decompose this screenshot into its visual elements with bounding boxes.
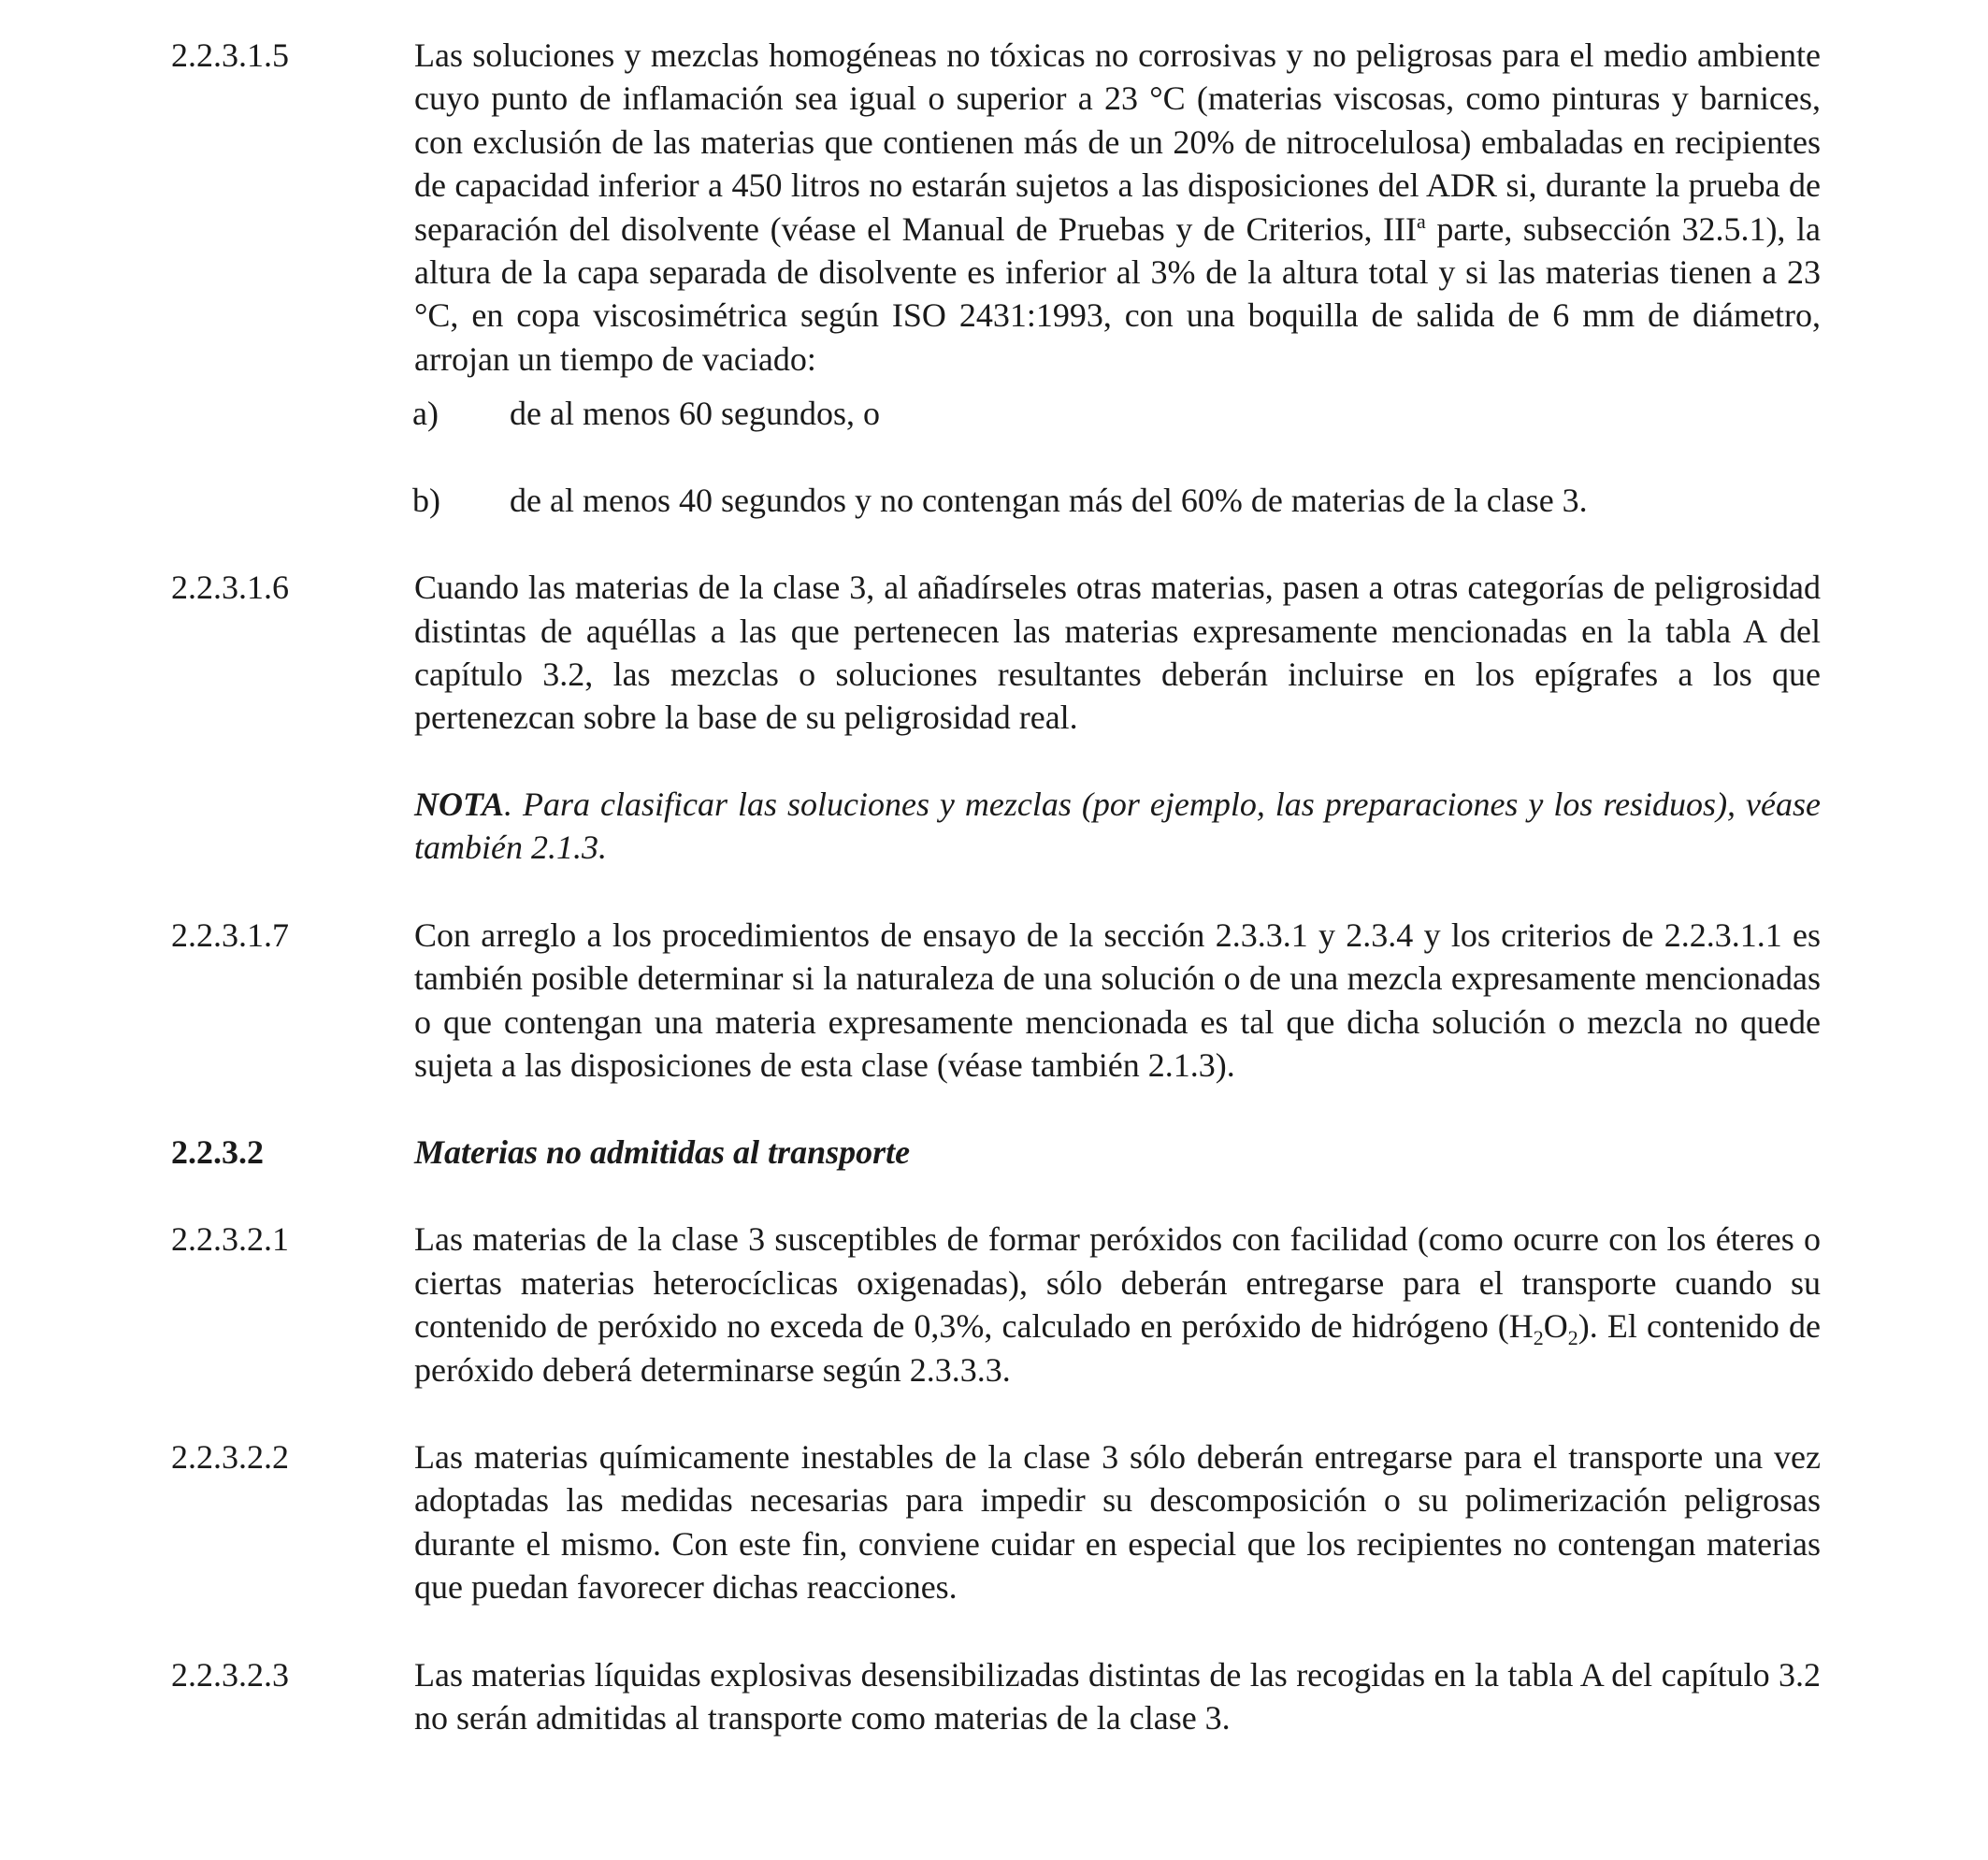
section-2-2-3-1-7 xyxy=(0,914,1988,1088)
section-number: 2.2.3.2.3 xyxy=(171,1655,289,1694)
superscript: a xyxy=(1417,209,1426,233)
paragraph-text: Las soluciones y mezclas homogéneas no tóxicas no corrosivas y no peligrosas para el medio ambiente cuyo punto de inflamación sea igual o superior a 23 °C (materias viscosas, como pinturas y barnices, con exclusión de las materias que contienen más de un 20% de nitrocelulosa) embaladas en recipientes de capacidad inferior a 450 litros no estarán sujetos a las disposiciones del ADR si, durante la prueba de separación del disolvente (véase el Manual de Pruebas y de Criterios, III xyxy=(414,36,1821,248)
section-body xyxy=(414,34,1821,522)
section-2-2-3-2-2 xyxy=(0,1435,1988,1609)
list-item-text: de al menos 60 segundos, o xyxy=(510,395,880,433)
sub-list xyxy=(412,392,1821,522)
section-number: 2.2.3.2.1 xyxy=(171,1220,289,1259)
section-paragraph: Las materias líquidas explosivas desensibilizadas distintas de las recogidas en la tabla A del capítulo 3.2 no serán admitidas al transporte como materias de la clase 3. xyxy=(414,1655,1821,1737)
section-paragraph xyxy=(414,34,1821,381)
section-2-2-3-2-1 xyxy=(0,1218,1988,1391)
paragraph-text: ). El contenido de peróxido deberá determinarse según 2.3.3.3. xyxy=(414,1307,1821,1389)
section-2-2-3-2-3 xyxy=(0,1653,1988,1740)
section-number: 2.2.3.1.5 xyxy=(171,36,289,74)
subscript: 2 xyxy=(1567,1326,1578,1350)
note-paragraph xyxy=(414,783,1821,870)
note-text: . Para clasificar las soluciones y mezclas (por ejemplo, las preparaciones y los residuos), véase también 2.1.3. xyxy=(414,785,1821,867)
section-paragraph xyxy=(414,1218,1821,1391)
paragraph-text: parte, subsección 32.5.1), la altura de la capa separada de disolvente es inferior al 3% de la altura total y si las materias tienen a 23 °C, en copa viscosimétrica según ISO 2431:1993, con una boquilla de salida de 6 mm de diámetro, arrojan un tiempo de vaciado: xyxy=(414,209,1821,378)
note-label: NOTA xyxy=(414,785,505,823)
section-2-2-3-1-6 xyxy=(0,566,1988,869)
section-body xyxy=(414,1653,1821,1740)
section-2-2-3-1-5 xyxy=(0,34,1988,522)
paragraph-text: Las materias de la clase 3 susceptibles de formar peróxidos con facilidad (como ocurre con los éteres o ciertas materias heterocíclicas oxigenadas), sólo deberán entregarse para el transporte cuando su contenido de peróxido no exceda de 0,3%, calculado en peróxido de hidrógeno ( xyxy=(414,1220,1821,1346)
document-page xyxy=(0,34,1988,1783)
section-body xyxy=(414,1131,1821,1174)
section-body xyxy=(414,1435,1821,1609)
formula-element: H xyxy=(1508,1307,1534,1346)
section-paragraph: Las materias químicamente inestables de la clase 3 sólo deberán entregarse para el transporte una vez adoptadas las medidas necesarias para impedir su descomposición o su polimerización peligrosas durante el mismo. Con este fin, conviene cuidar en especial que los recipientes no contengan materias que puedan favorecer dichas reacciones. xyxy=(414,1437,1821,1607)
section-number: 2.2.3.1.6 xyxy=(171,569,289,607)
section-heading: Materias no admitidas al transporte xyxy=(414,1133,911,1172)
formula-element: O xyxy=(1543,1307,1568,1346)
section-number: 2.2.3.2.2 xyxy=(171,1437,289,1476)
subscript: 2 xyxy=(1533,1326,1544,1350)
list-item-a xyxy=(412,392,1821,435)
list-item-text: de al menos 40 segundos y no contengan más del 60% de materias de la clase 3. xyxy=(510,482,1588,520)
section-body xyxy=(414,1218,1821,1391)
section-2-2-3-2 xyxy=(0,1131,1988,1174)
section-number: 2.2.3.2 xyxy=(171,1133,264,1172)
section-paragraph: Cuando las materias de la clase 3, al añadírseles otras materias, pasen a otras categorías de peligrosidad distintas de aquéllas a las que pertenecen las materias expresamente mencionadas en la tabla A del capítulo 3.2, las mezclas o soluciones resultantes deberán incluirse en los epígrafes a los que pertenezcan sobre la base de su peligrosidad real. xyxy=(414,569,1821,737)
section-body xyxy=(414,914,1821,1088)
list-marker: b) xyxy=(412,482,440,520)
list-marker: a) xyxy=(412,395,439,433)
list-item-b xyxy=(412,479,1821,522)
section-paragraph: Con arreglo a los procedimientos de ensayo de la sección 2.3.3.1 y 2.3.4 y los criterios de 2.2.3.1.1 es también posible determinar si la naturaleza de una solución o de una mezcla expresamente mencionadas o que contengan una materia expresamente mencionada es tal que dicha solución o mezcla no quede sujeta a las disposiciones de esta clase (véase también 2.1.3). xyxy=(414,916,1821,1084)
section-number: 2.2.3.1.7 xyxy=(171,916,289,954)
section-body xyxy=(414,566,1821,869)
